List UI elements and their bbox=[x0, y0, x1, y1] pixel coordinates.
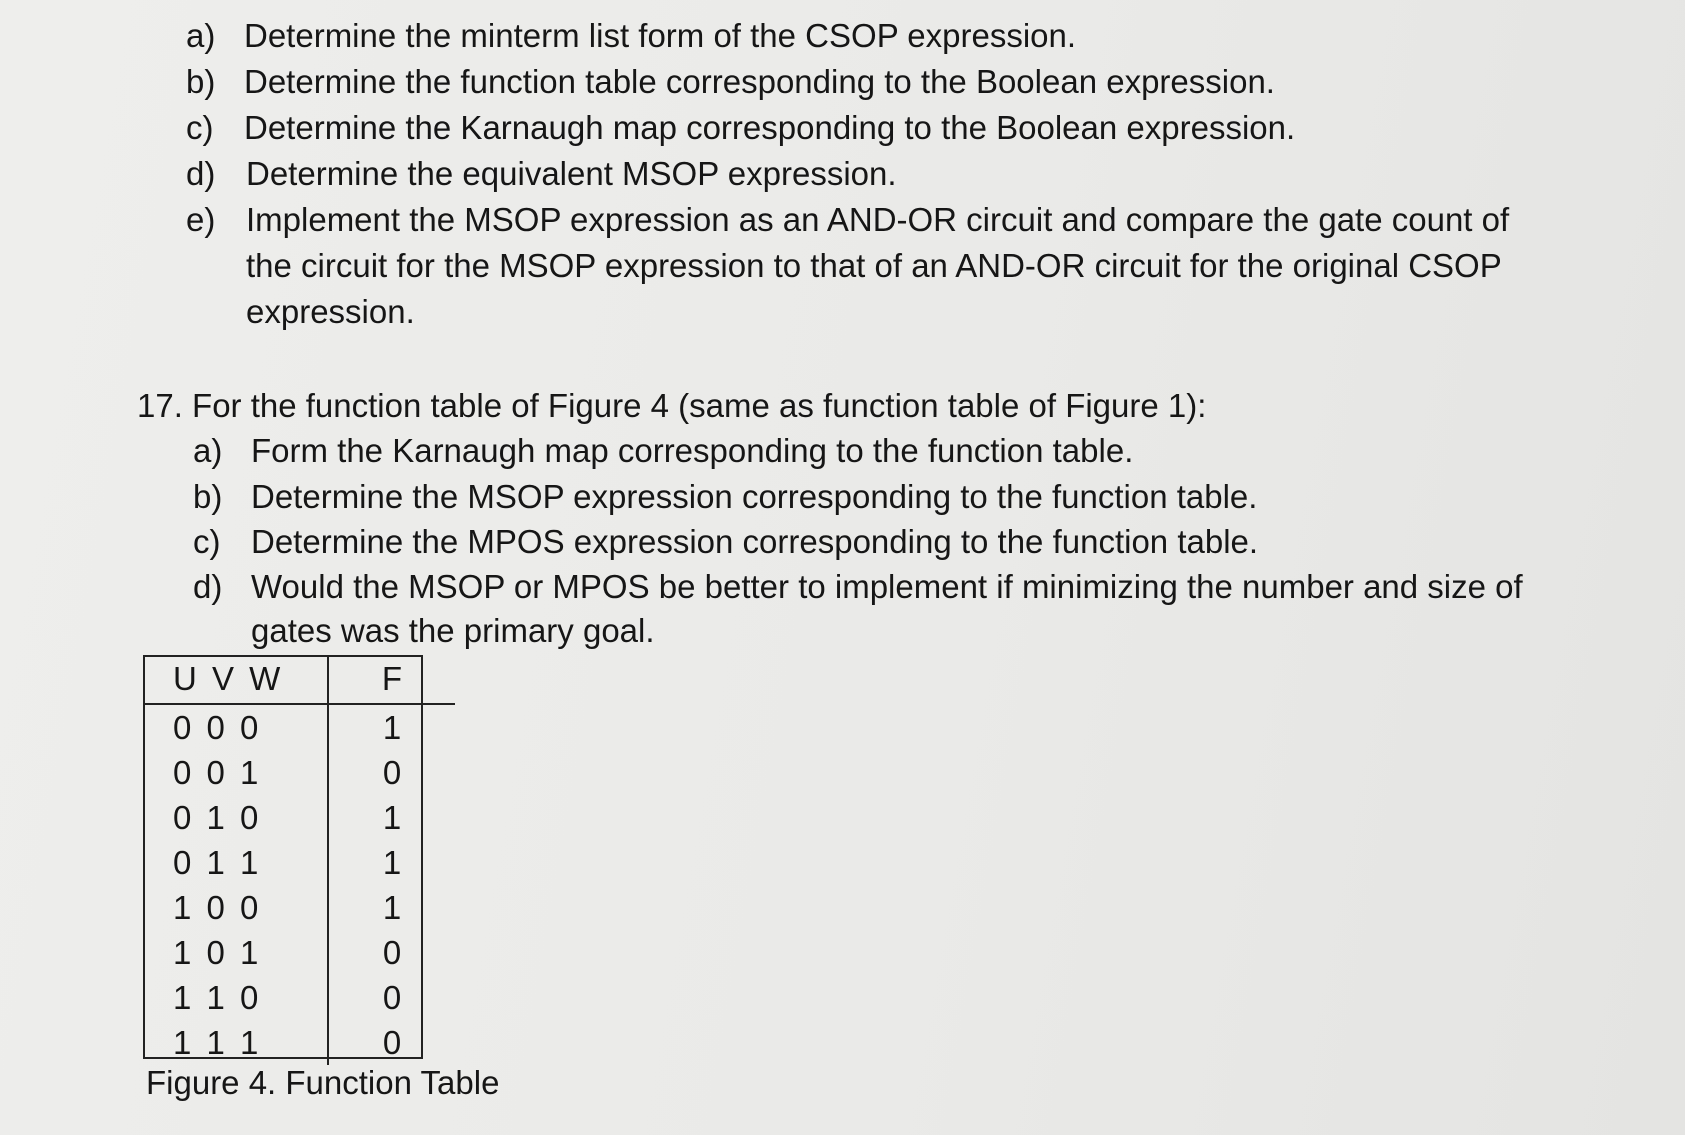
cell-f: 1 bbox=[382, 708, 402, 746]
cell-uvw: 0 1 1 bbox=[143, 840, 328, 885]
item-16b-letter: b) bbox=[186, 63, 216, 100]
item-16a-letter: a) bbox=[186, 17, 216, 54]
cell-f: 0 bbox=[382, 978, 402, 1016]
cell-f: 1 bbox=[382, 888, 402, 926]
cell-uvw: 1 0 1 bbox=[143, 930, 328, 975]
table-row bbox=[143, 1020, 455, 1065]
item-17a-text: Form the Karnaugh map corresponding to the function table. bbox=[251, 432, 1134, 469]
item-17a-letter: a) bbox=[193, 432, 223, 469]
table-header-row bbox=[143, 655, 455, 704]
table-row bbox=[143, 975, 455, 1020]
table-row bbox=[143, 840, 455, 885]
item-16b-text: Determine the function table corresponding to the Boolean expression. bbox=[244, 63, 1275, 100]
item-17b-text: Determine the MSOP expression corresponding to the function table. bbox=[251, 478, 1258, 515]
item-17d-letter: d) bbox=[193, 568, 223, 605]
cell-f: 0 bbox=[382, 933, 402, 971]
item-17d-text-cont1: gates was the primary goal. bbox=[251, 612, 655, 649]
item-16e-text: Implement the MSOP expression as an AND-OR circuit and compare the gate count of bbox=[246, 201, 1510, 238]
cell-f: 0 bbox=[382, 753, 402, 791]
cell-f: 1 bbox=[382, 798, 402, 836]
table-row bbox=[143, 704, 455, 750]
item-16c-text: Determine the Karnaugh map corresponding to the Boolean expression. bbox=[244, 109, 1296, 146]
cell-uvw: 1 1 1 bbox=[143, 1020, 328, 1065]
item-16e-text-cont2: expression. bbox=[246, 293, 415, 330]
cell-uvw: 0 0 1 bbox=[143, 750, 328, 795]
figure-caption: Figure 4. Function Table bbox=[146, 1064, 500, 1101]
cell-uvw: 1 0 0 bbox=[143, 885, 328, 930]
item-16d-text: Determine the equivalent MSOP expression. bbox=[246, 155, 897, 192]
item-16d-letter: d) bbox=[186, 155, 216, 192]
cell-f: 1 bbox=[382, 843, 402, 881]
cell-uvw: 0 0 0 bbox=[143, 704, 328, 750]
item-17c-letter: c) bbox=[193, 523, 221, 560]
cell-uvw: 0 1 0 bbox=[143, 795, 328, 840]
cell-f: 0 bbox=[382, 1023, 402, 1061]
item-16c-letter: c) bbox=[186, 109, 214, 146]
header-uvw: U V W bbox=[143, 655, 328, 704]
item-17b-letter: b) bbox=[193, 478, 223, 515]
table-row bbox=[143, 930, 455, 975]
table-row bbox=[143, 885, 455, 930]
function-table bbox=[143, 655, 455, 1065]
item-17c-text: Determine the MPOS expression corresponding to the function table. bbox=[251, 523, 1259, 560]
item-17d-text: Would the MSOP or MPOS be better to implement if minimizing the number and size of bbox=[251, 568, 1523, 605]
table-row bbox=[143, 750, 455, 795]
header-f: F bbox=[328, 655, 455, 704]
item-16e-letter: e) bbox=[186, 201, 216, 238]
table-row bbox=[143, 795, 455, 840]
item-16a-text: Determine the minterm list form of the CSOP expression. bbox=[244, 17, 1077, 54]
item-16e-text-cont1: the circuit for the MSOP expression to that of an AND-OR circuit for the original CSOP bbox=[246, 247, 1502, 284]
question-17-heading: 17. For the function table of Figure 4 (same as function table of Figure 1): bbox=[137, 387, 1207, 424]
cell-uvw: 1 1 0 bbox=[143, 975, 328, 1020]
